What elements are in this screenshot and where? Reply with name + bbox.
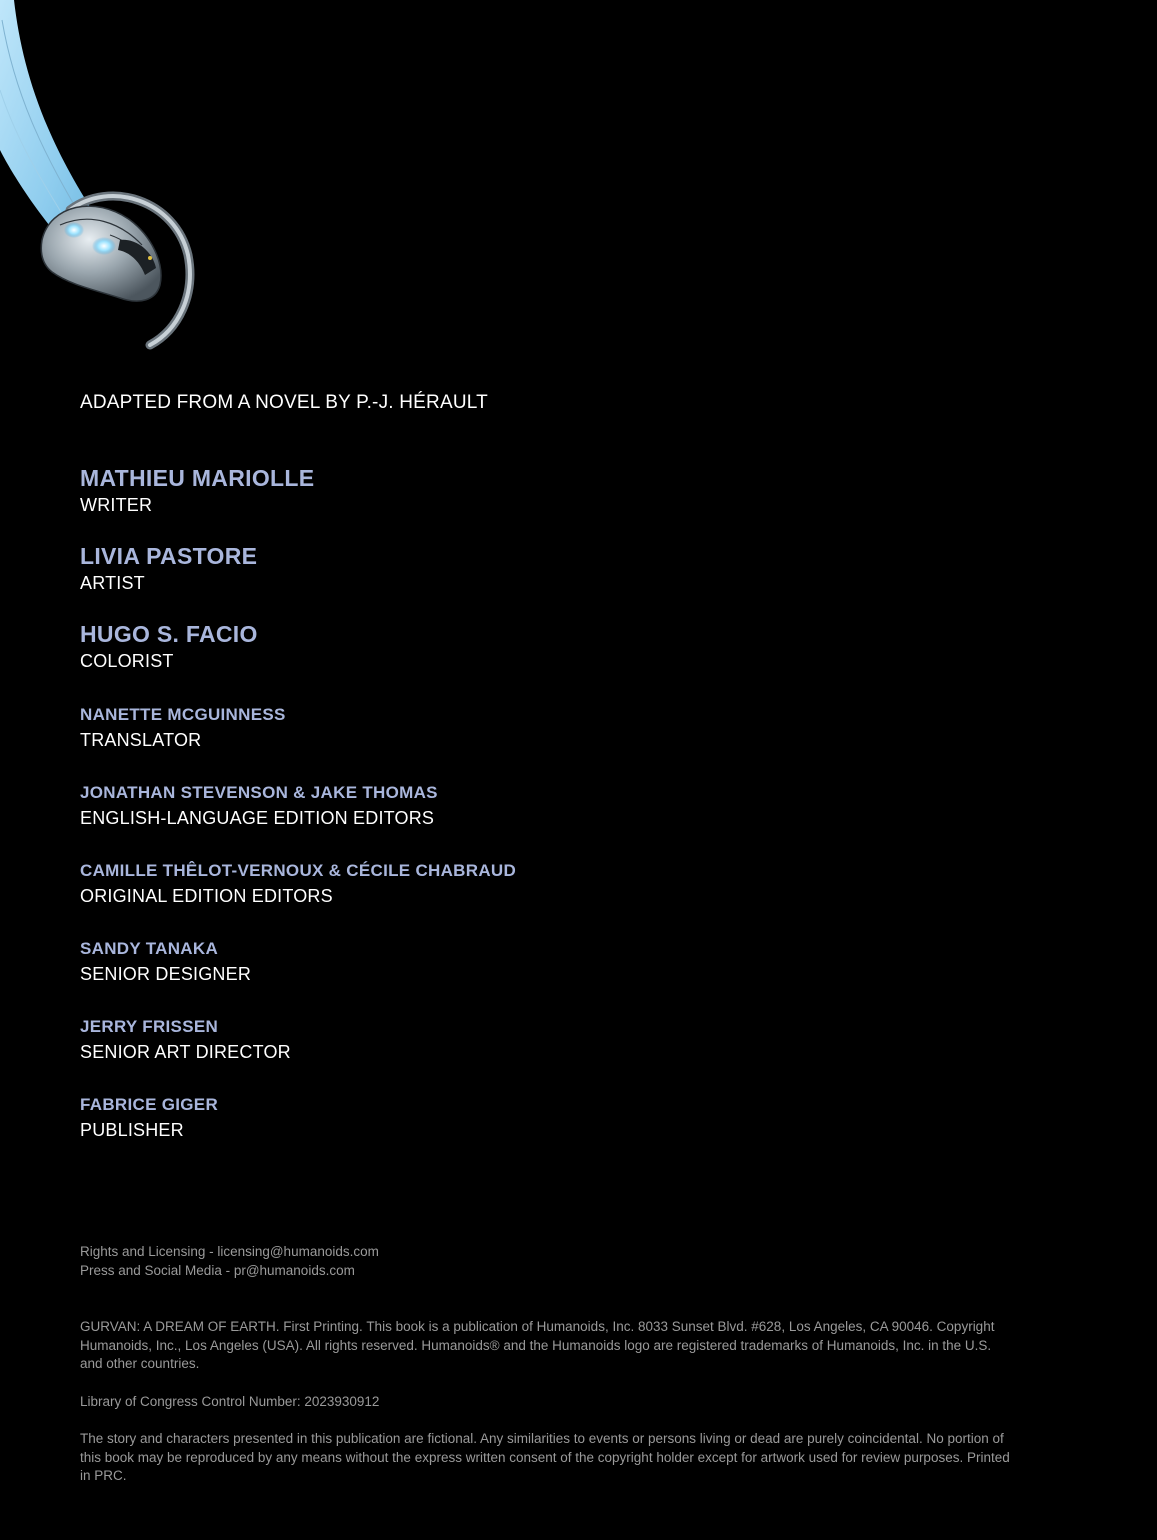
credit-name: SANDY TANAKA [80,939,219,958]
credit-role: COLORIST [80,651,174,672]
credit-senior-art-director [80,1018,291,1062]
loc-text: Library of Congress Control Number: 2023930912 [80,1394,380,1409]
credit-writer [80,466,314,516]
credit-original-editors [80,862,516,906]
credit-translator [80,706,286,750]
credit-senior-designer [80,940,251,984]
credit-role: TRANSLATOR [80,729,202,750]
credit-english-editors [80,784,438,828]
credit-role: ENGLISH-LANGUAGE EDITION EDITORS [80,807,435,828]
disclaimer-text: The story and characters presented in this publication are fictional. Any similarities to events or persons living or dead are purely coincidental. No portion of this book may be reproduced by any means without the express written consent of the copyright holder except for artwork used for review purposes. Printed in PRC. [80,1431,1010,1484]
publication-text: GURVAN: A DREAM OF EARTH. First Printing. This book is a publication of Humanoids, Inc. 8033 Sunset Blvd. #628, Los Angeles, CA 90046. Copyright Humanoids, Inc., Los Angeles (USA). All rights reserved. Humanoids® and the Humanoids logo are registered trademarks of Humanoids, Inc. in the U.S. and other countries. [80,1319,995,1372]
adapted-from-line: ADAPTED FROM A NOVEL BY P.-J. HÉRAULT [80,392,488,413]
credit-name: MATHIEU MARIOLLE [80,465,315,491]
credit-role: PUBLISHER [80,1119,184,1140]
credit-name: CAMILLE THÊLOT-VERNOUX & CÉCILE CHABRAUD [80,861,517,880]
loc-notice [80,1393,1010,1412]
credit-name: HUGO S. FACIO [80,621,258,647]
publication-notice [80,1318,1010,1374]
credit-colorist [80,622,258,672]
robot-head-illustration [0,0,200,350]
credit-name: LIVIA PASTORE [80,543,258,569]
credit-role: SENIOR ART DIRECTOR [80,1041,291,1062]
credit-name: JONATHAN STEVENSON & JAKE THOMAS [80,783,438,802]
disclaimer-notice [80,1430,1010,1486]
rights-licensing-contact: Rights and Licensing - licensing@humanoids.com [80,1244,379,1259]
credit-role: SENIOR DESIGNER [80,963,252,984]
credit-role: ORIGINAL EDITION EDITORS [80,885,333,906]
contact-info [80,1243,1010,1280]
credit-publisher [80,1096,218,1140]
credit-name: NANETTE MCGUINNESS [80,705,286,724]
credit-role: ARTIST [80,573,145,594]
press-contact: Press and Social Media - pr@humanoids.com [80,1262,355,1278]
credit-artist [80,544,257,594]
credit-name: FABRICE GIGER [80,1095,219,1114]
credit-name: JERRY FRISSEN [80,1017,219,1036]
credit-role: WRITER [80,495,153,516]
